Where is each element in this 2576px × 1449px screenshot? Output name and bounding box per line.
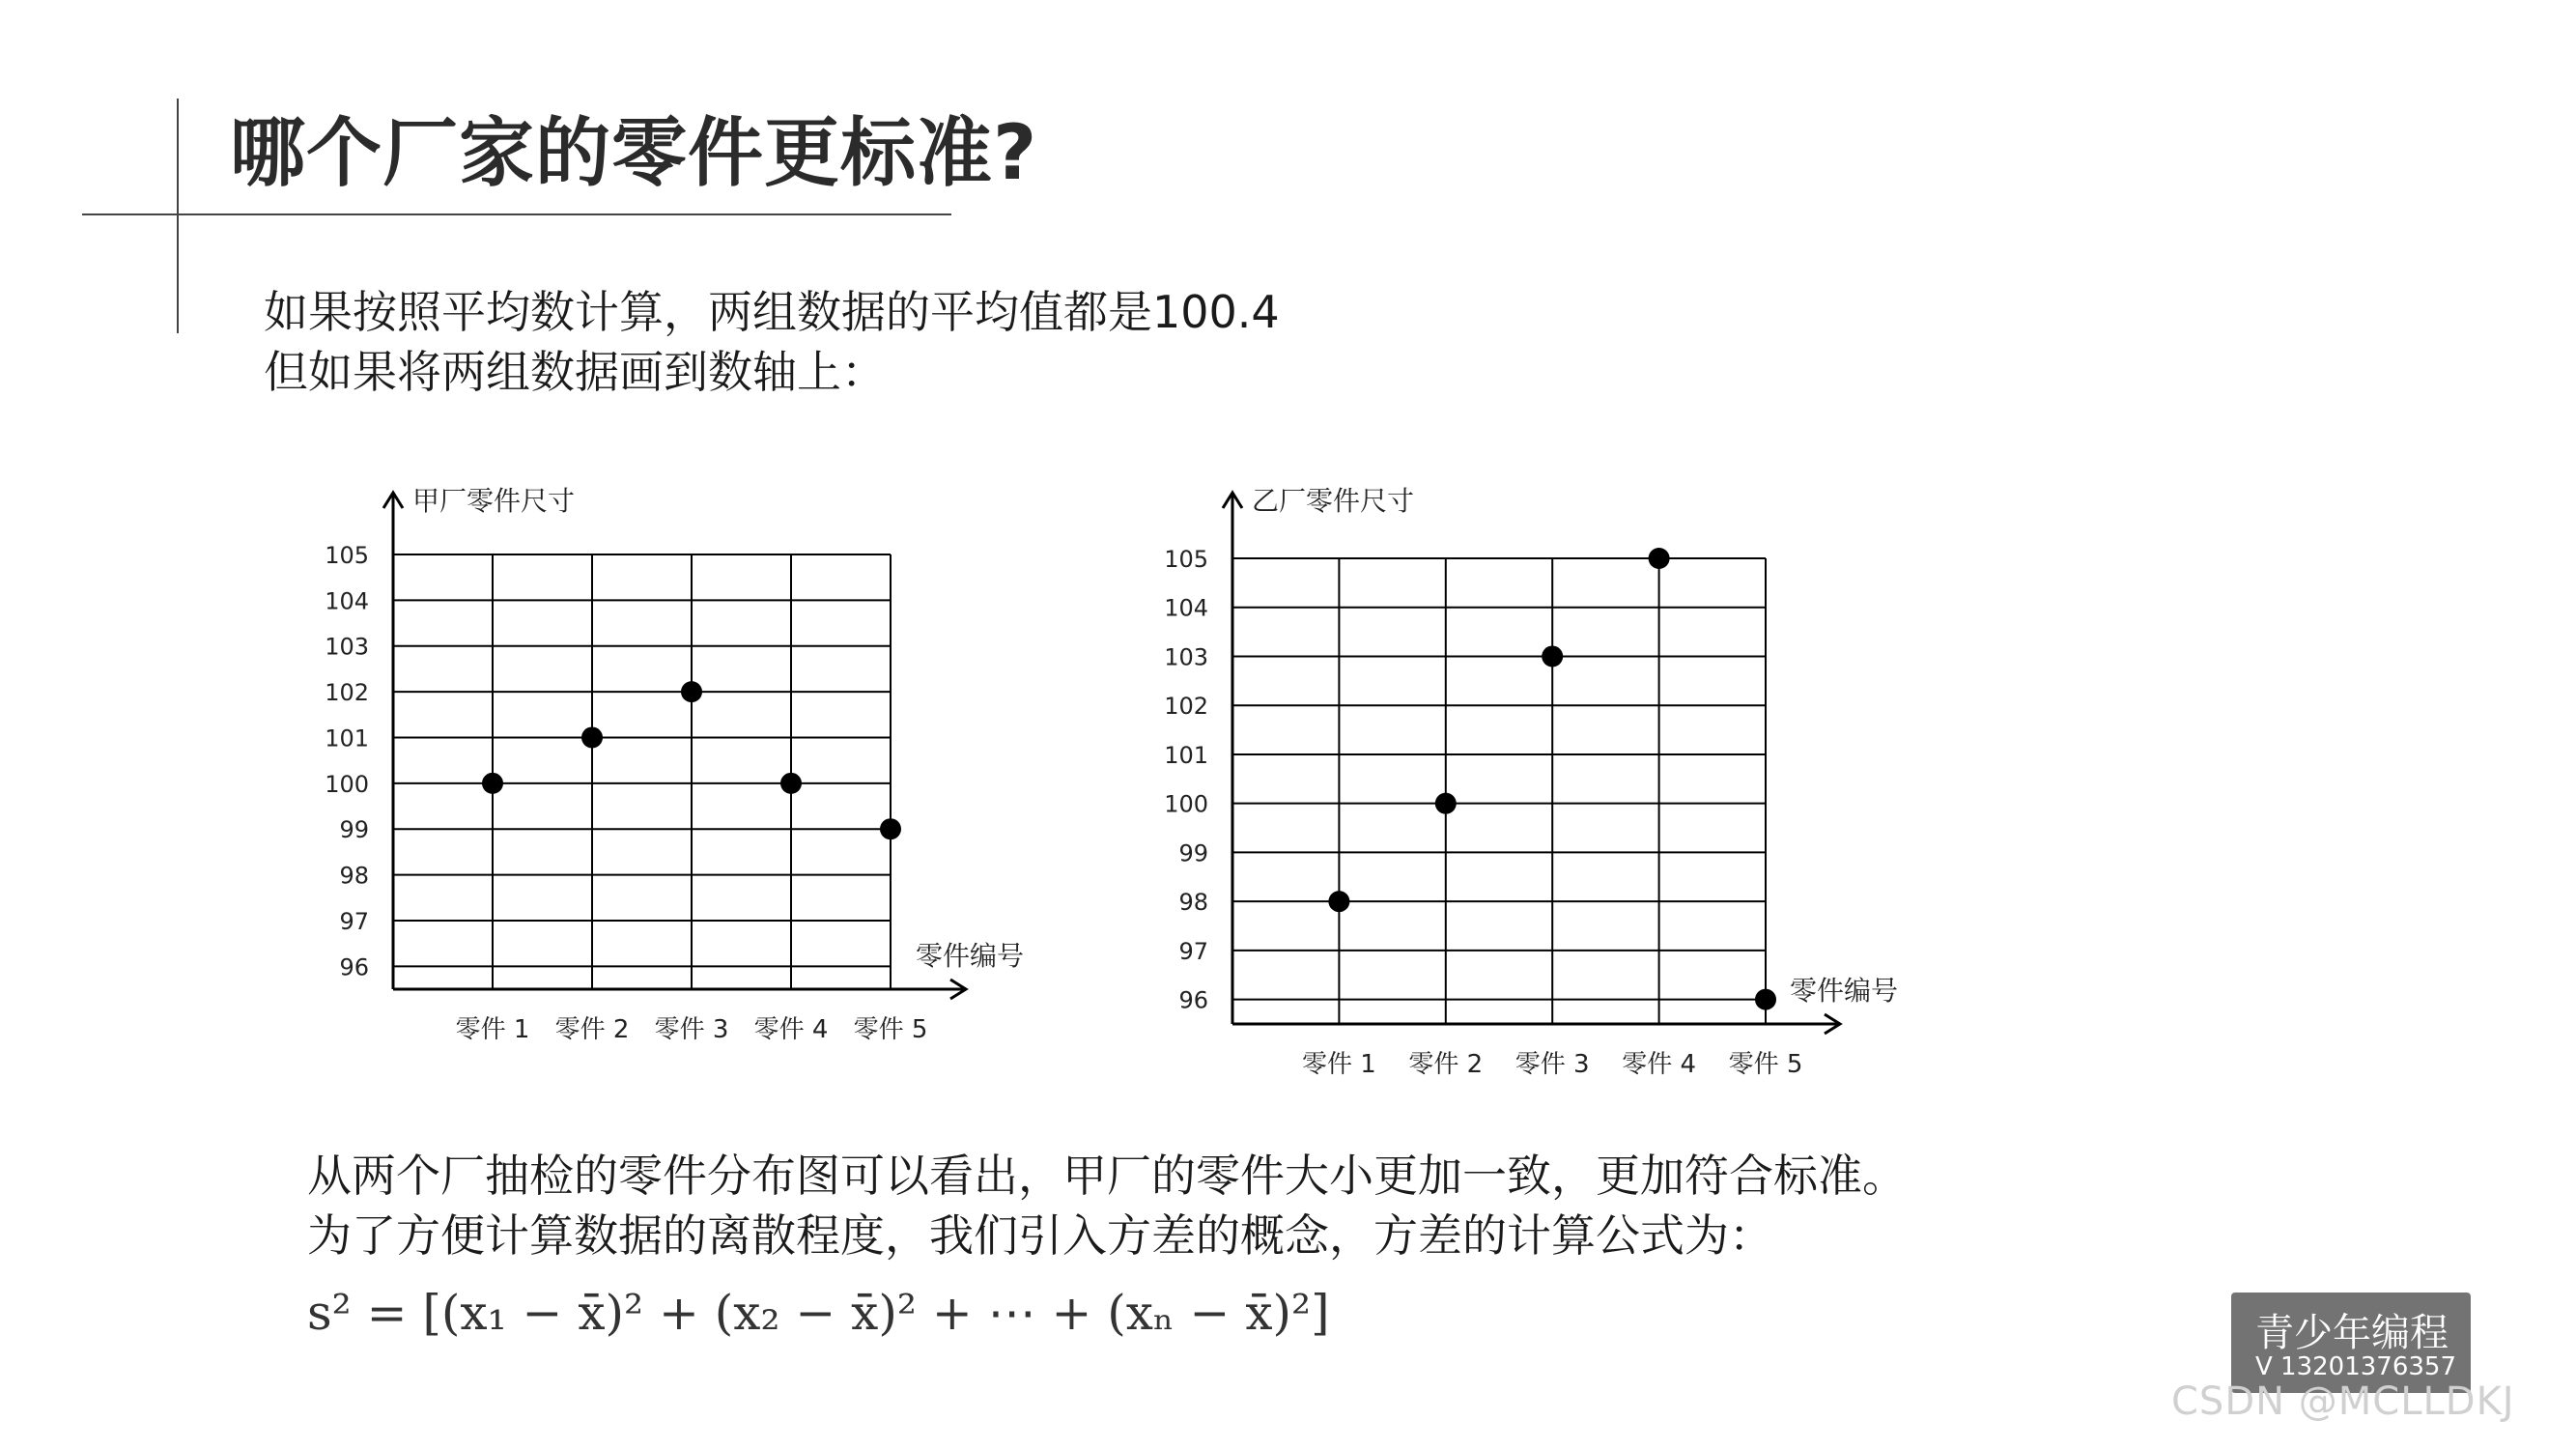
chart2-x-tick-label: 零件 1 [1301, 1050, 1376, 1079]
chart1-point [581, 726, 603, 748]
chart2-x-tick-label: 零件 2 [1408, 1050, 1484, 1079]
chart1-y-tick-label: 99 [339, 816, 369, 844]
chart2-y-tick-label: 102 [1164, 693, 1208, 721]
conclusion-line-1: 从两个厂抽检的零件分布图可以看出，甲厂的零件大小更加一致，更加符合标准。 [307, 1150, 1907, 1202]
page-title: 哪个厂家的零件更标准? [230, 110, 1038, 197]
chart1-point [880, 818, 901, 839]
intro-line-2: 但如果将两组数据画到数轴上： [264, 346, 886, 398]
chart2-point [1755, 989, 1776, 1010]
conclusion-line-2: 为了方便计算数据的离散程度，我们引入方差的概念，方差的计算公式为： [307, 1209, 1773, 1262]
chart1-y-tick-label: 103 [325, 633, 369, 661]
chart2-y-tick-label: 96 [1178, 986, 1208, 1014]
chart2-y-tick-label: 98 [1178, 889, 1208, 917]
variance-formula: s² = [(x₁ − x̄)² + (x₂ − x̄)² + ⋯ + (xₙ − x̄)²] [307, 1285, 1330, 1341]
chart2-y-tick-label: 100 [1164, 790, 1208, 818]
chart2-y-tick-label: 97 [1178, 937, 1208, 965]
chart1-point [780, 773, 802, 794]
chart2-x-axis-label: 零件编号 [1790, 975, 1899, 1007]
chart1-y-tick-label: 105 [325, 542, 369, 569]
chart2-x-tick-label: 零件 4 [1622, 1050, 1697, 1079]
chart2-x-tick-label: 零件 5 [1728, 1050, 1803, 1079]
chart1-point [482, 773, 503, 794]
chart1-x-tick-label: 零件 5 [853, 1015, 928, 1044]
chart1-point [681, 681, 702, 702]
chart2-y-tick-label: 101 [1164, 741, 1208, 769]
chart2-point [1649, 548, 1670, 569]
chart2-point [1542, 645, 1563, 667]
chart2-y-tick-label: 99 [1178, 839, 1208, 867]
chart2-y-axis-label: 乙厂零件尺寸 [1252, 485, 1415, 517]
chart1-y-tick-label: 102 [325, 679, 369, 707]
chart1-x-tick-label: 零件 4 [753, 1015, 829, 1044]
chart2-x-tick-label: 零件 3 [1514, 1050, 1590, 1079]
chart1-y-tick-label: 100 [325, 770, 369, 798]
chart2-y-tick-label: 105 [1164, 546, 1208, 573]
chart1-y-tick-label: 97 [339, 907, 369, 935]
chart1-y-tick-label: 96 [339, 953, 369, 981]
chart1-y-tick-label: 101 [325, 724, 369, 753]
chart2-point [1328, 891, 1349, 912]
watermark-csdn: CSDN @MCLLDKJ [2171, 1379, 2515, 1424]
chart1-x-tick-label: 零件 3 [654, 1015, 729, 1044]
chart1-x-tick-label: 零件 1 [455, 1015, 530, 1044]
chart1-y-tick-label: 98 [339, 862, 369, 890]
chart2-y-tick-label: 103 [1164, 643, 1208, 671]
chart1-y-axis-label: 甲厂零件尺寸 [412, 485, 576, 517]
chart2-point [1435, 793, 1457, 814]
chart2-y-tick-label: 104 [1164, 594, 1208, 622]
chart1-x-axis-label: 零件编号 [916, 940, 1025, 972]
watermark-brand: 青少年编程 [2255, 1311, 2449, 1355]
chart1-y-tick-label: 104 [325, 587, 369, 615]
chart1-x-tick-label: 零件 2 [554, 1015, 630, 1044]
watermark-phone: V 13201376357 [2255, 1352, 2457, 1381]
intro-line-1: 如果按照平均数计算，两组数据的平均值都是100.4 [264, 286, 1280, 338]
